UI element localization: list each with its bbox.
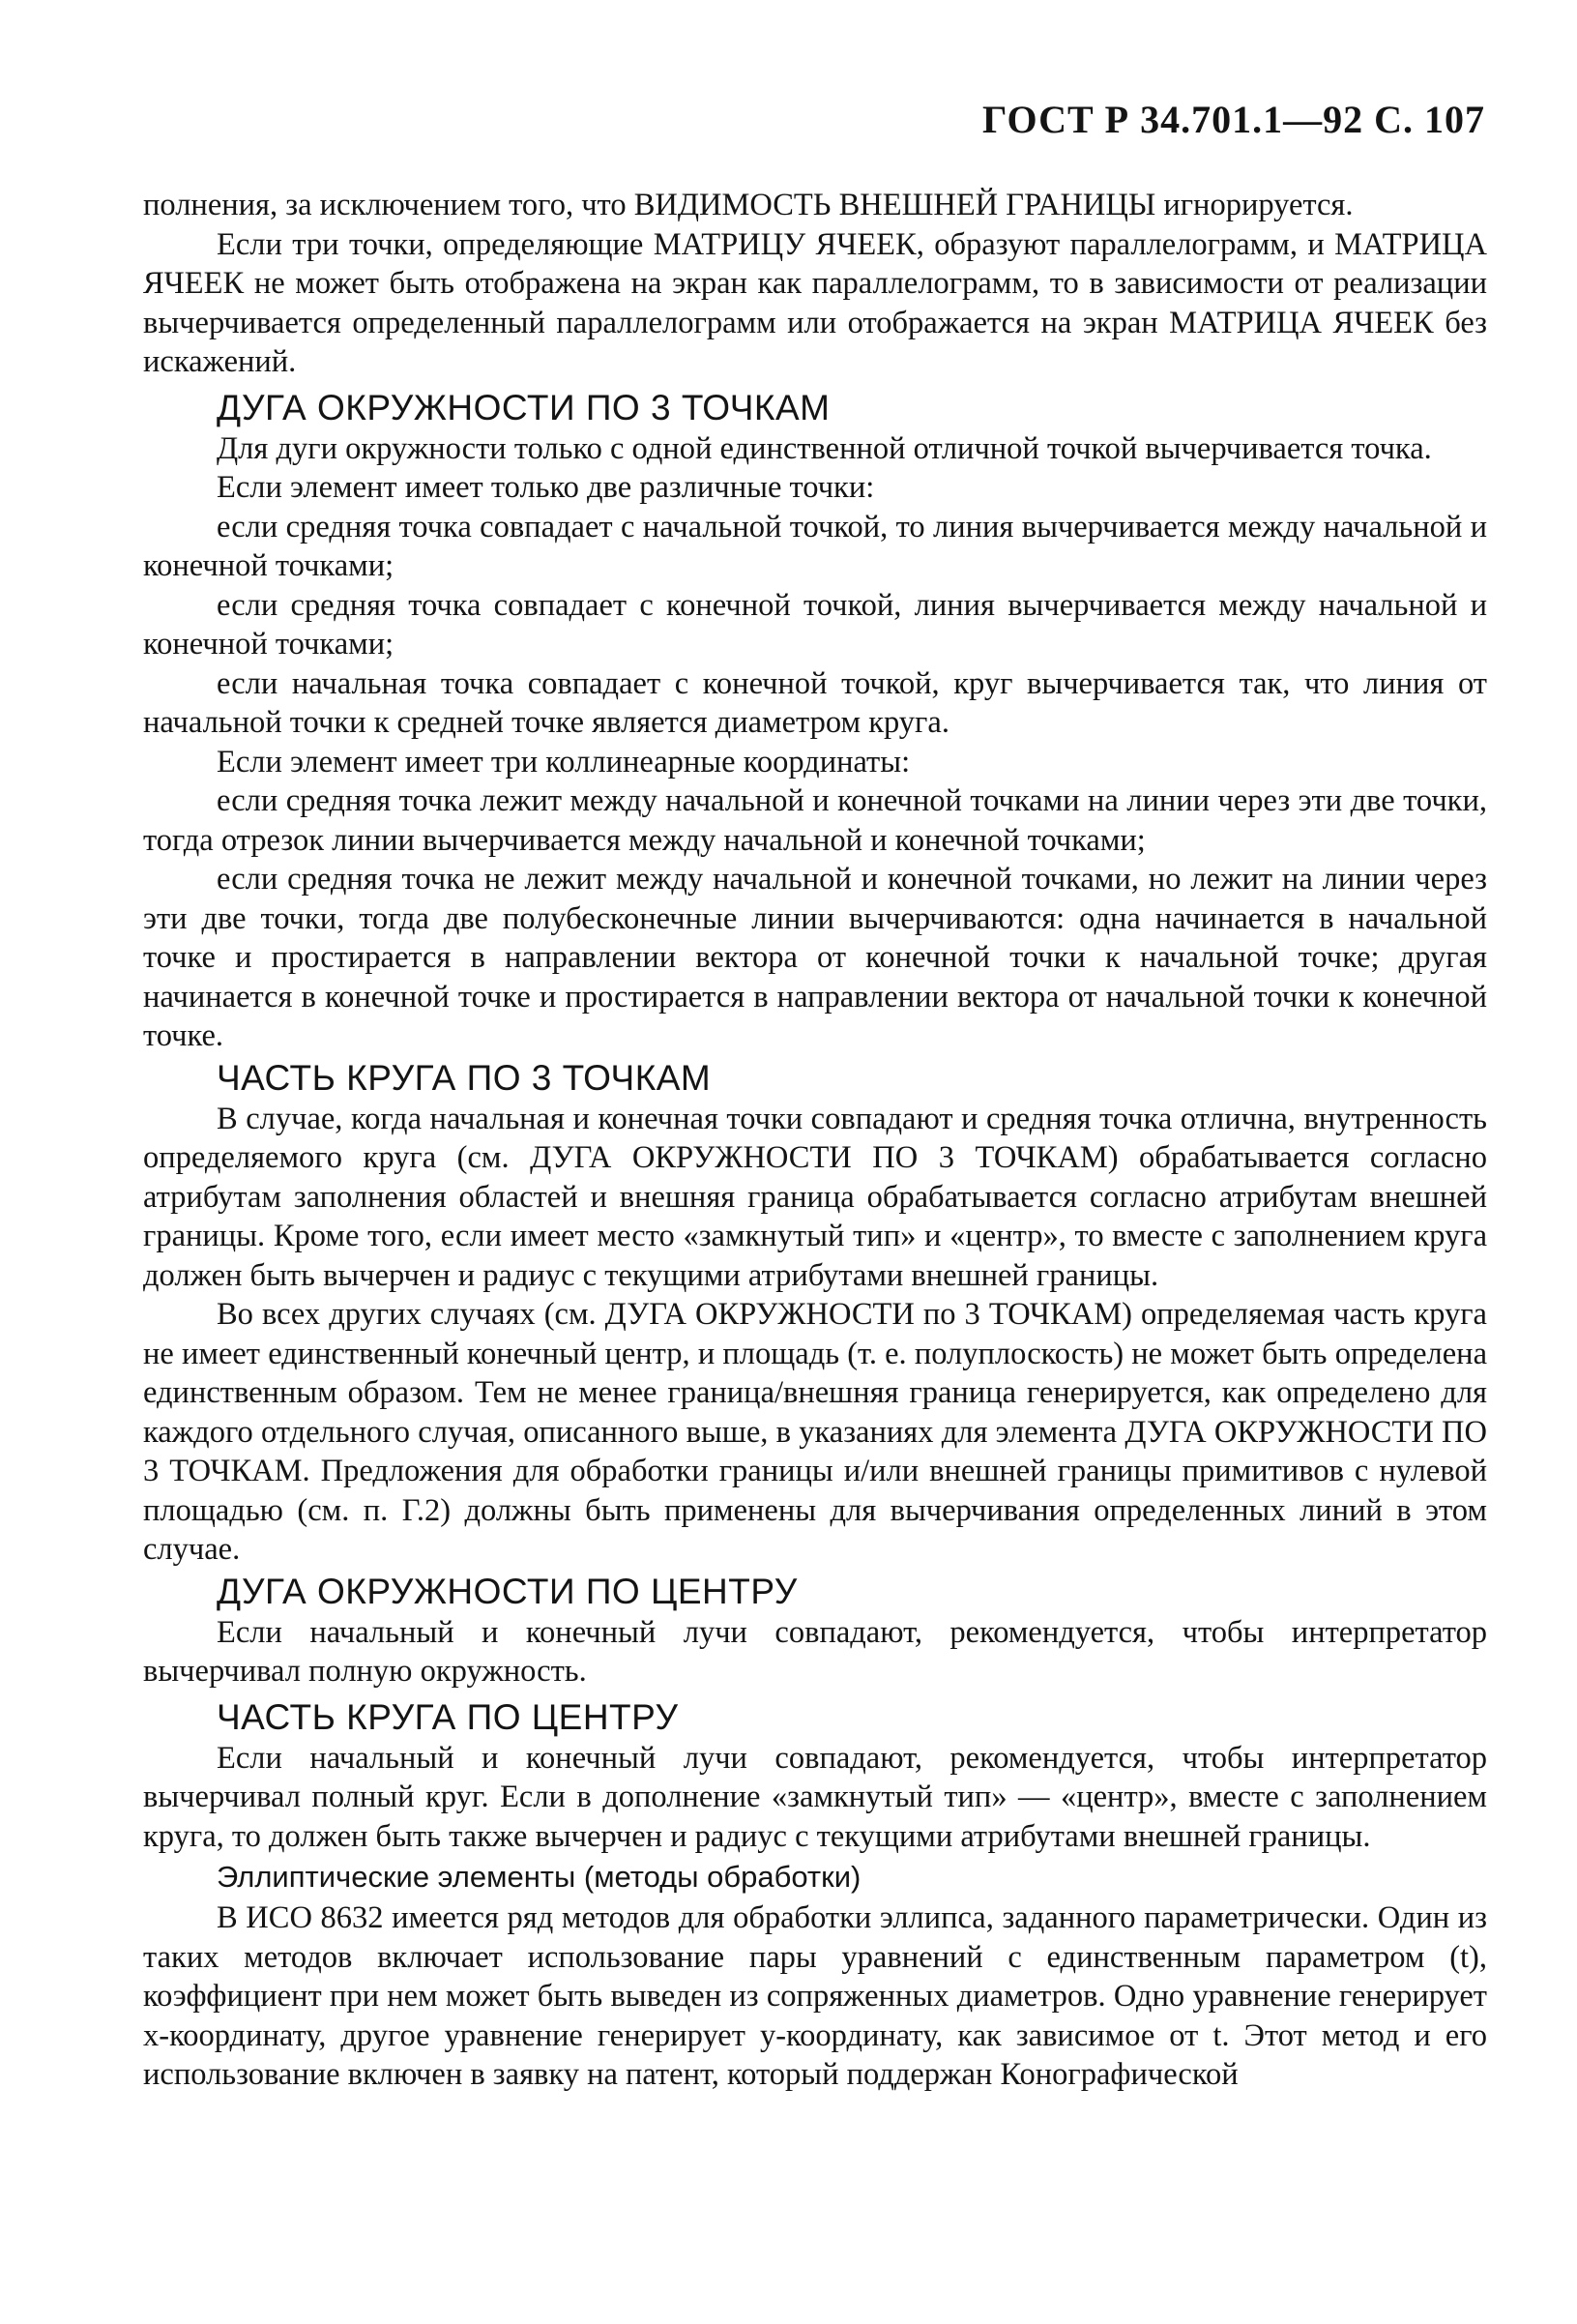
- paragraph-continuation: полнения, за исключением того, что ВИДИМОСТЬ ВНЕШНЕЙ ГРАНИЦЫ игнорируется.: [143, 188, 1354, 222]
- paragraph-start-equals-end: если начальная точка совпадает с конечной точкой, круг вычерчивается так, что линия от начальной точки к средней точке является диаметром круга.: [143, 665, 1487, 740]
- paragraph-collinear-outside: если средняя точка не лежит между начальной и конечной точками, но лежит на линии через эти две точки, тогда две полубесконечные линии вычерчиваются: одна начинается в начальной точке и простирается в направлении вектора от конечной точки к начальной точке; другая начинается в конечной точке и простирается в направлении вектора от начальной точки к конечной точке.: [143, 862, 1487, 1053]
- section-heading-arc-3-points: ДУГА ОКРУЖНОСТИ ПО 3 ТОЧКАМ: [217, 387, 831, 427]
- paragraph-collinear-intro: Если элемент имеет три коллинеарные координаты:: [217, 744, 911, 780]
- paragraph-other-cases: Во всех других случаях (см. ДУГА ОКРУЖНОСТИ по 3 ТОЧКАМ) определяемая часть круга не имеет единственный конечный центр, и площадь (т. е. полуплоскость) не может быть определена единственным образом. Тем не менее граница/внешняя граница генерируется, как определено для каждого отдельного случая, описанного выше, в указаниях для элемента ДУГА ОКРУЖНОСТИ ПО 3 ТОЧКАМ. Предложения для обработки границы и/или внешней границы примитивов с нулевой площадью (см. п. Г.2) должны быть применены для вычерчивания определенных линий в этом случае.: [143, 1297, 1487, 1567]
- paragraph-single-point: Для дуги окружности только с одной единственной отличной точкой вычерчивается точка.: [217, 430, 1432, 466]
- paragraph-mid-equals-start: если средняя точка совпадает с начальной точкой, то линия вычерчивается между начальной и конечной точками;: [143, 509, 1487, 583]
- paragraph-cell-array: Если три точки, определяющие МАТРИЦУ ЯЧЕЕК, образуют параллелограмм, и МАТРИЦА ЯЧЕЕК не может быть отображена на экран как параллелограмм, то в зависимости от реализации вычерчивается определенный параллелограмм или отображается на экран МАТРИЦА ЯЧЕЕК без искажений.: [143, 226, 1487, 379]
- paragraph-closed-circle: В случае, когда начальная и конечная точки совпадают и средняя точка отлична, внутренность определяемого круга (см. ДУГА ОКРУЖНОСТИ ПО 3 ТОЧКАМ) обрабатывается согласно атрибутам заполнения областей и внешняя граница обрабатывается согласно атрибутам внешней границы. Кроме того, если имеет место «замкнутый тип» и «центр», то вместе с заполнением круга должен быть вычерчен и радиус с текущими атрибутами внешней границы.: [143, 1101, 1487, 1293]
- running-header: ГОСТ Р 34.701.1—92 С. 107: [982, 98, 1485, 141]
- paragraph-elliptic-methods: В ИСО 8632 имеется ряд методов для обработки эллипса, заданного параметрически. Один из таких методов включает использование пары уравнений с единственным параметром (t), коэффициент при нем может быть выведен из сопряженных диаметров. Одно уравнение генерирует x-координату, другое уравнение генерирует y-координату, как зависимое от t. Этот метод и его использование включен в заявку на патент, который поддержан Конографической: [143, 1900, 1487, 2092]
- paragraph-mid-equals-end: если средняя точка совпадает с конечной точкой, линия вычерчивается между начальной и конечной точками;: [143, 587, 1487, 662]
- section-heading-circle-part-centre: ЧАСТЬ КРУГА ПО ЦЕНТРУ: [217, 1696, 679, 1737]
- paragraph-circle-part-centre: Если начальный и конечный лучи совпадают, рекомендуется, чтобы интерпретатор вычерчивал полный круг. Если в дополнение «замкнутый тип» — «центр», вместе с заполнением круга, то должен быть также вычерчен и радиус с текущими атрибутами внешней границы.: [143, 1740, 1487, 1854]
- subsection-heading-elliptic: Эллиптические элементы (методы обработки): [217, 1860, 862, 1894]
- paragraph-collinear-between: если средняя точка лежит между начальной и конечной точками на линии через эти две точки, тогда отрезок линии вычерчивается между начальной и конечной точками;: [143, 783, 1487, 858]
- section-heading-arc-centre: ДУГА ОКРУЖНОСТИ ПО ЦЕНТРУ: [217, 1571, 798, 1611]
- paragraph-arc-centre: Если начальный и конечный лучи совпадают, рекомендуется, чтобы интерпретатор вычерчивал полную окружность.: [143, 1614, 1487, 1689]
- paragraph-two-points-intro: Если элемент имеет только две различные точки:: [217, 470, 875, 505]
- document-body: [143, 186, 1487, 2095]
- section-heading-circle-part-3-points: ЧАСТЬ КРУГА ПО 3 ТОЧКАМ: [217, 1057, 712, 1098]
